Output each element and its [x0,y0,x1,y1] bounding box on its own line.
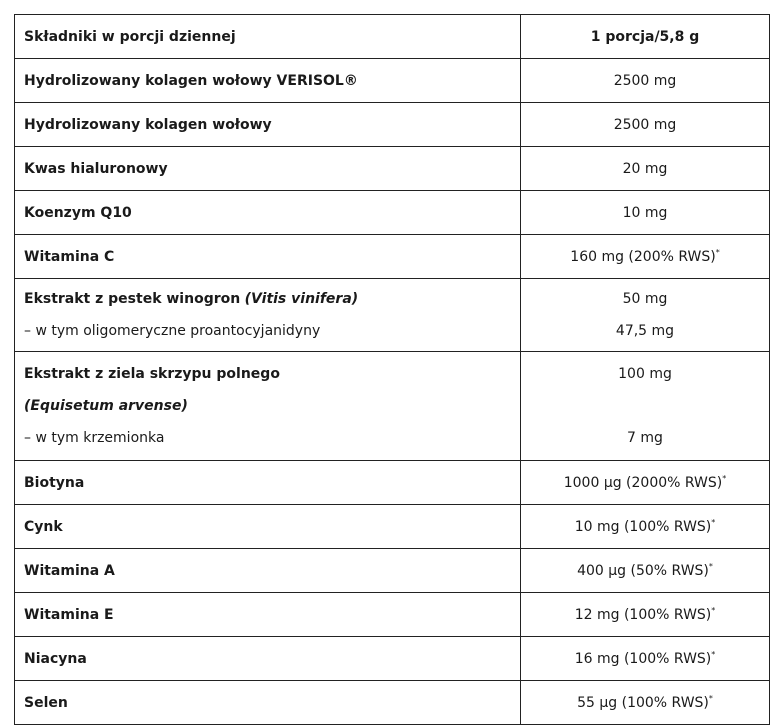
ingredient-name: Koenzym Q10 [15,191,521,235]
ingredient-amount-cell [521,352,770,461]
table-row [15,147,770,191]
table-row [15,505,770,549]
ingredient-name: Hydrolizowany kolagen wołowy [15,103,521,147]
table-row [15,593,770,637]
table-row [15,461,770,505]
ingredient-amount-cell [521,549,770,593]
ingredient-sub-amount: 47,5 mg [615,323,675,339]
ingredient-amount-cell [521,461,770,505]
table-row [15,549,770,593]
ingredient-amount: 20 mg [521,147,770,191]
footnote-mark: * [715,248,720,257]
ingredient-name: Witamina A [15,549,521,593]
ingredient-amount-cell [521,681,770,725]
ingredient-name-cell [15,352,521,461]
ingredient-latin-name: (Vitis vinifera) [244,291,359,307]
ingredient-name: Selen [15,681,521,725]
ingredient-amount: 12 mg (100% RWS) [574,607,712,623]
ingredient-amount: 100 mg [618,366,672,382]
ingredient-name-cell [15,279,521,352]
ingredient-name: Biotyna [15,461,521,505]
ingredient-name: Ekstrakt z ziela skrzypu polnego [24,366,280,382]
footnote-mark: * [708,562,713,571]
ingredient-name: Witamina E [15,593,521,637]
table-row [15,279,770,352]
ingredient-name: Cynk [15,505,521,549]
ingredient-name: Hydrolizowany kolagen wołowy VERISOL® [15,59,521,103]
ingredient-sub-name: – w tym krzemionka [24,430,165,446]
table-row [15,352,770,461]
ingredient-latin-name: (Equisetum arvense) [24,398,188,414]
ingredient-name: Niacyna [15,637,521,681]
ingredient-name: Witamina C [15,235,521,279]
nutrition-table [14,14,770,725]
ingredient-amount-cell [521,637,770,681]
ingredient-amount: 160 mg (200% RWS) [570,249,716,265]
ingredient-amount-cell [521,593,770,637]
footnote-mark: * [708,694,713,703]
ingredient-name: Kwas hialuronowy [15,147,521,191]
ingredient-sub-name: – w tym oligomeryczne proantocyjanidyny [24,323,321,339]
table-header-row [15,15,770,59]
header-ingredient: Składniki w porcji dziennej [15,15,521,59]
ingredient-sub-amount: 7 mg [627,430,663,446]
ingredient-amount-cell [521,235,770,279]
ingredient-amount: 2500 mg [521,103,770,147]
ingredient-amount: 2500 mg [521,59,770,103]
table-row [15,103,770,147]
table-row [15,235,770,279]
ingredient-amount: 400 µg (50% RWS) [577,563,709,579]
ingredient-amount: 16 mg (100% RWS) [574,651,712,667]
footnote-mark: * [711,518,716,527]
footnote-mark: * [711,650,716,659]
ingredient-amount: 55 µg (100% RWS) [577,695,709,711]
ingredient-amount: 10 mg (100% RWS) [574,519,712,535]
ingredient-name: Ekstrakt z pestek winogron [24,291,241,307]
footnote-mark: * [722,474,727,483]
ingredient-amount: 10 mg [521,191,770,235]
ingredient-amount: 50 mg [622,291,668,307]
ingredient-amount-cell [521,505,770,549]
ingredient-amount: 1000 µg (2000% RWS) [563,475,723,491]
footnote-mark: * [711,606,716,615]
ingredient-amount-cell [521,279,770,352]
header-amount: 1 porcja/5,8 g [521,15,770,59]
table-row [15,59,770,103]
table-row [15,681,770,725]
table-row [15,637,770,681]
table-row [15,191,770,235]
